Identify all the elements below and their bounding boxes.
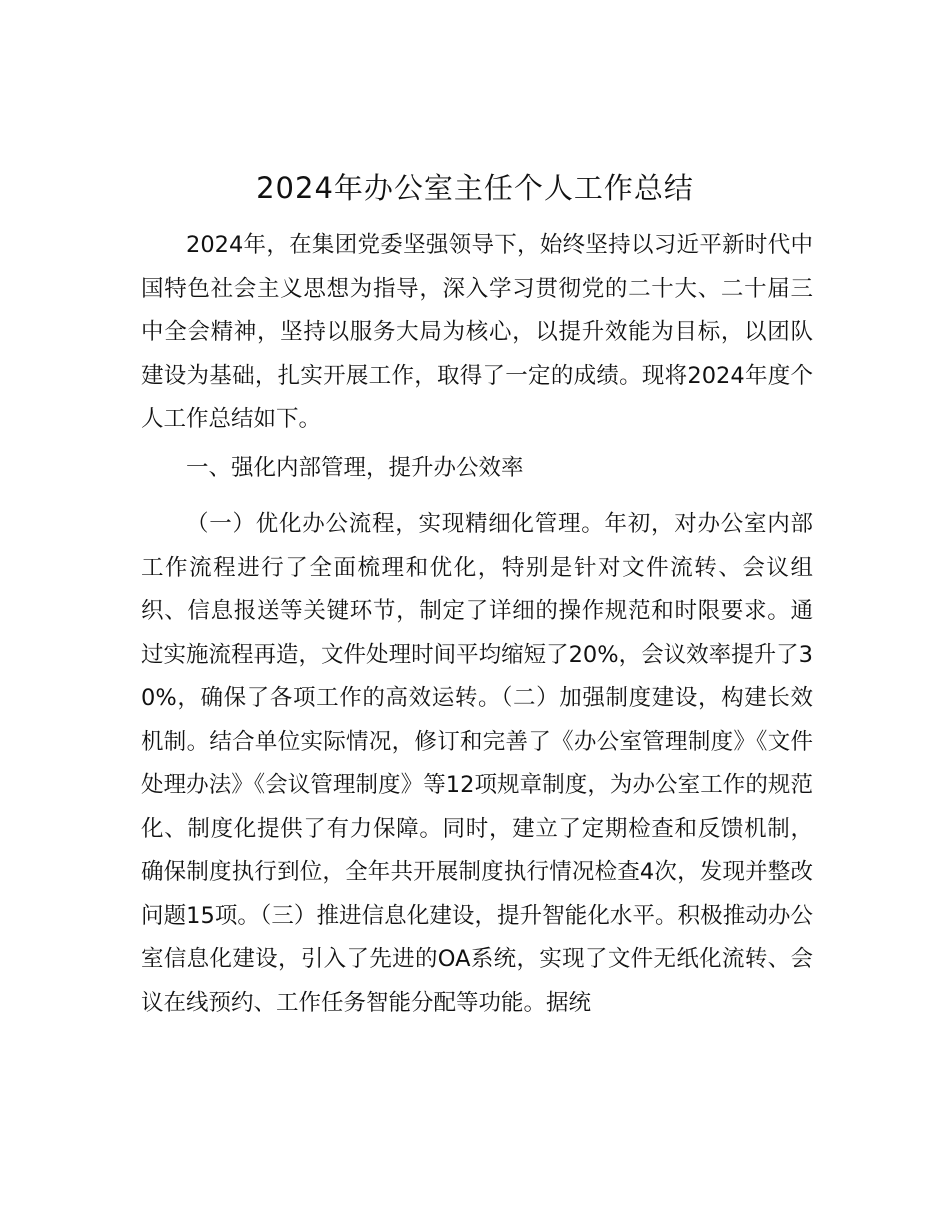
document-title: 2024年办公室主任个人工作总结	[256, 171, 694, 205]
intro-paragraph: 2024年，在集团党委坚强领导下，始终坚持以习近平新时代中国特色社会主义思想为指导，深入学习贯彻党的二十大、二十届三中全会精神，坚持以服务大局为核心，以提升效能为目标，以团队建设为基础，扎实开展工作，取得了一定的成绩。现将2024年度个人工作总结如下。	[141, 232, 813, 432]
section-heading: 一、强化内部管理，提升办公效率	[186, 455, 524, 481]
body-paragraph: （一）优化办公流程，实现精细化管理。年初，对办公室内部工作流程进行了全面梳理和优化，特别是针对文件流转、会议组织、信息报送等关键环节，制定了详细的操作规范和时限要求。通过实施流程再造，文件处理时间平均缩短了20%，会议效率提升了30%，确保了各项工作的高效运转。（二）加强制度建设，构建长效机制。结合单位实际情况，修订和完善了《办公室管理制度》《文件处理办法》《会议管理制度》等12项规章制度，为办公室工作的规范化、制度化提供了有力保障。同时，建立了定期检查和反馈机制，确保制度执行到位，全年共开展制度执行情况检查4次，发现并整改问题15项。（三）推进信息化建设，提升智能化水平。积极推动办公室信息化建设，引入了先进的OA系统，实现了文件无纸化流转、会议在线预约、工作任务智能分配等功能。据统	[141, 511, 813, 1016]
